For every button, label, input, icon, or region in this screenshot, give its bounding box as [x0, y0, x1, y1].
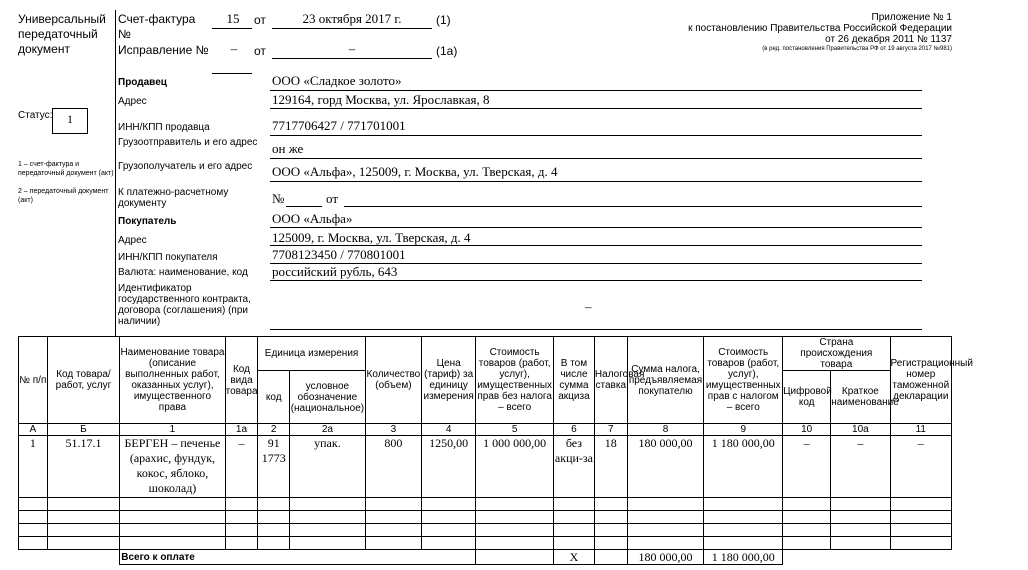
- consignee-label: Грузополучатель и его адрес: [118, 161, 253, 172]
- empty-cell: [422, 537, 476, 550]
- row-name: БЕРГЕН – печенье (арахис, фундук, кокос, яблоко, шоколад): [120, 436, 225, 498]
- empty-cell: [422, 511, 476, 524]
- currency-label: Валюта: наименование, код: [118, 267, 248, 278]
- status-note-1: 1 – счет-фактура и передаточный документ (акт): [18, 161, 114, 177]
- empty-cell: [47, 537, 120, 550]
- column-number: Б: [47, 424, 120, 436]
- total-row: [19, 550, 952, 565]
- seller-address-line: [270, 108, 922, 109]
- status-note-2: 2 – передаточный документ (акт): [18, 188, 109, 204]
- column-number: 6: [554, 424, 595, 436]
- row-quantity: 800: [365, 436, 421, 498]
- correction-mark: (1а): [436, 44, 458, 58]
- correction-ot-label: от: [254, 44, 266, 58]
- empty-cell: [365, 524, 421, 537]
- status-label: Статус:: [18, 110, 53, 121]
- consignee-value: ООО «Альфа», 125009, г. Москва, ул. Тверская, д. 4: [272, 164, 558, 179]
- column-number: 7: [594, 424, 627, 436]
- empty-cell: [783, 524, 831, 537]
- row-kind: –: [225, 436, 258, 498]
- header-country: Страна происхождения товара: [783, 337, 890, 371]
- seller-inn-label: ИНН/КПП продавца: [118, 122, 210, 133]
- column-number: 1: [120, 424, 225, 436]
- empty-cell: [290, 524, 366, 537]
- correction-date-line: [272, 58, 432, 59]
- empty-cell: [476, 511, 554, 524]
- header-country-code: Цифровой код: [783, 371, 831, 424]
- row-excise: без акци-за: [554, 436, 595, 498]
- empty-cell: [225, 511, 258, 524]
- seller-address-value: 129164, горд Москва, ул. Ярославкая, 8: [272, 92, 490, 107]
- shipper-value: он же: [272, 141, 304, 156]
- header-product-name: Наименование товара (описание выполненных работ, оказанных услуг), имущественного права: [120, 337, 225, 424]
- total-blank-right: [783, 550, 952, 565]
- appendix-line-1: Приложение № 1: [871, 12, 952, 23]
- row-price: 1250,00: [422, 436, 476, 498]
- header-row-number: № п/п: [19, 337, 48, 424]
- appendix-line-2: к постановлению Правительства Российской Федерации: [688, 23, 952, 34]
- invoice-number: 15: [226, 11, 240, 26]
- payment-doc-number-line: [286, 206, 322, 207]
- header-cost-no-tax: Стоимость товаров (работ, услуг), имущественных прав без налога – всего: [476, 337, 554, 424]
- empty-cell: [225, 537, 258, 550]
- empty-cell: [783, 537, 831, 550]
- header-unit: Единица измерения: [258, 337, 365, 371]
- empty-cell: [554, 524, 595, 537]
- empty-cell: [831, 511, 890, 524]
- empty-cell: [831, 537, 890, 550]
- empty-cell: [704, 537, 783, 550]
- invoice-date: 23 октября 2017 г.: [302, 11, 402, 26]
- appendix-note: [600, 12, 952, 54]
- total-tax-sum: 180 000,00: [627, 550, 704, 565]
- empty-cell: [422, 498, 476, 511]
- status-box[interactable]: 1: [52, 108, 88, 134]
- empty-cell: [554, 511, 595, 524]
- empty-cell: [594, 498, 627, 511]
- empty-cell: [831, 524, 890, 537]
- payment-doc-number-label: №: [272, 191, 285, 206]
- empty-cell: [890, 524, 951, 537]
- document-title: Универсальный передаточный документ: [18, 12, 106, 56]
- empty-cell: [365, 537, 421, 550]
- row-cost-with-tax: 1 180 000,00: [704, 436, 783, 498]
- empty-cell: [19, 511, 48, 524]
- total-label: Всего к оплате: [120, 550, 476, 565]
- buyer-line: [270, 227, 922, 228]
- consignee-line: [270, 181, 922, 182]
- empty-cell: [890, 498, 951, 511]
- buyer-address-label: Адрес: [118, 235, 147, 246]
- empty-cell: [594, 537, 627, 550]
- empty-cell: [627, 537, 704, 550]
- appendix-line-4: (в ред. постановления Правительства РФ от 19 августа 2017 №981): [762, 46, 952, 52]
- column-number: 9: [704, 424, 783, 436]
- header-price: Цена (тариф) за единицу измерения: [422, 337, 476, 424]
- empty-cell: [258, 524, 290, 537]
- invoice-date-line: [272, 28, 432, 29]
- empty-cell: [19, 498, 48, 511]
- header-tax-sum: Сумма налога, предъявляемая покупателю: [627, 337, 704, 424]
- column-numbers-row: [19, 424, 952, 436]
- empty-cell: [627, 524, 704, 537]
- header-unit-name: условное обозначение (национальное): [290, 371, 366, 424]
- column-number: 3: [365, 424, 421, 436]
- payment-doc-label: К платежно-расчетному документу: [118, 187, 229, 209]
- invoice-label: Счет-фактура №: [118, 12, 196, 41]
- empty-cell: [290, 511, 366, 524]
- correction-number-line: [212, 73, 252, 74]
- goods-table: [18, 336, 973, 565]
- header-separator: [115, 10, 116, 336]
- empty-cell: [890, 511, 951, 524]
- seller-address-label: Адрес: [118, 96, 147, 107]
- empty-cell: [422, 524, 476, 537]
- empty-cell: [783, 511, 831, 524]
- column-number: 8: [627, 424, 704, 436]
- header-country-name: Краткое наименование: [831, 371, 890, 424]
- payment-doc-ot-label: от: [326, 191, 339, 206]
- empty-cell: [290, 537, 366, 550]
- shipper-line: [270, 158, 922, 159]
- empty-cell: [476, 537, 554, 550]
- empty-cell: [890, 537, 951, 550]
- row-tax-rate: 18: [594, 436, 627, 498]
- empty-cell: [594, 511, 627, 524]
- seller-line: [270, 90, 922, 91]
- column-number: 4: [422, 424, 476, 436]
- header-unit-code: код: [258, 371, 290, 424]
- empty-cell: [19, 524, 48, 537]
- total-excise-x: Х: [554, 550, 595, 565]
- empty-cell: [120, 511, 225, 524]
- buyer-inn-label: ИНН/КПП покупателя: [118, 252, 218, 263]
- row-tax-sum: 180 000,00: [627, 436, 704, 498]
- column-number: 11: [890, 424, 951, 436]
- buyer-inn-value: 7708123450 / 770801001: [272, 247, 406, 262]
- table-row-empty: [19, 511, 952, 524]
- header-quantity: Количество (объем): [365, 337, 421, 424]
- row-country-code: –: [783, 436, 831, 498]
- correction-label: Исправление №: [118, 43, 209, 57]
- empty-cell: [831, 498, 890, 511]
- empty-cell: [225, 498, 258, 511]
- correction-number: –: [230, 41, 238, 56]
- empty-cell: [258, 498, 290, 511]
- empty-cell: [594, 524, 627, 537]
- row-unit-code: 91 1773: [258, 436, 290, 498]
- buyer-address-line: [270, 245, 922, 246]
- currency-value: российский рубль, 643: [272, 264, 398, 279]
- column-number: 10: [783, 424, 831, 436]
- empty-cell: [554, 498, 595, 511]
- row-cost-no-tax: 1 000 000,00: [476, 436, 554, 498]
- shipper-label: Грузоотправитель и его адрес: [118, 137, 258, 148]
- contract-label: Идентификатор государственного контракта, договора (соглашения) (при наличии): [118, 283, 251, 327]
- column-number: 5: [476, 424, 554, 436]
- table-row: [19, 436, 952, 498]
- column-number: 2а: [290, 424, 366, 436]
- invoice-ot-label: от: [254, 13, 266, 27]
- empty-cell: [704, 511, 783, 524]
- header-tax-rate: Налоговая ставка: [594, 337, 627, 424]
- empty-cell: [476, 498, 554, 511]
- row-declaration: –: [890, 436, 951, 498]
- empty-cell: [627, 498, 704, 511]
- header-product-kind: Код вида товара: [225, 337, 258, 424]
- empty-cell: [19, 537, 48, 550]
- payment-doc-date-line: [344, 206, 922, 207]
- contract-value: –: [585, 299, 592, 314]
- contract-line: [270, 329, 922, 330]
- correction-date: –: [348, 41, 356, 56]
- empty-cell: [120, 537, 225, 550]
- buyer-label: Покупатель: [118, 216, 177, 227]
- currency-line: [270, 280, 922, 281]
- seller-label: Продавец: [118, 77, 167, 88]
- invoice-mark: (1): [436, 13, 451, 27]
- empty-cell: [704, 524, 783, 537]
- column-number: 1а: [225, 424, 258, 436]
- invoice-number-line: [212, 28, 252, 29]
- header-product-code: Код товара/ работ, услуг: [47, 337, 120, 424]
- empty-cell: [47, 498, 120, 511]
- table-row-empty: [19, 498, 952, 511]
- header-declaration: Регистрационный номер таможенной декларации: [890, 337, 951, 424]
- empty-cell: [258, 537, 290, 550]
- column-number: 2: [258, 424, 290, 436]
- empty-cell: [47, 524, 120, 537]
- total-cost-no-tax: [476, 550, 554, 565]
- row-code: 51.17.1: [47, 436, 120, 498]
- empty-cell: [704, 498, 783, 511]
- header-excise: В том числе сумма акциза: [554, 337, 595, 424]
- total-rate: [594, 550, 627, 565]
- empty-cell: [554, 537, 595, 550]
- empty-cell: [120, 498, 225, 511]
- seller-value: ООО «Сладкое золото»: [272, 73, 402, 88]
- empty-cell: [627, 511, 704, 524]
- empty-cell: [120, 524, 225, 537]
- total-blank: [19, 550, 120, 565]
- row-country-name: –: [831, 436, 890, 498]
- empty-cell: [225, 524, 258, 537]
- seller-inn-value: 7717706427 / 771701001: [272, 118, 406, 133]
- buyer-value: ООО «Альфа»: [272, 211, 353, 226]
- empty-cell: [476, 524, 554, 537]
- empty-cell: [258, 511, 290, 524]
- table-row-empty: [19, 524, 952, 537]
- appendix-line-3: от 26 декабря 2011 № 1137: [825, 34, 952, 45]
- empty-cell: [47, 511, 120, 524]
- seller-inn-line: [270, 135, 922, 136]
- row-unit-name: упак.: [290, 436, 366, 498]
- empty-cell: [365, 498, 421, 511]
- empty-cell: [783, 498, 831, 511]
- column-number: 10а: [831, 424, 890, 436]
- empty-cell: [365, 511, 421, 524]
- header-cost-with-tax: Стоимость товаров (работ, услуг), имущественных прав с налогом – всего: [704, 337, 783, 424]
- row-number: 1: [19, 436, 48, 498]
- total-cost-with-tax: 1 180 000,00: [704, 550, 783, 565]
- buyer-address-value: 125009, г. Москва, ул. Тверская, д. 4: [272, 230, 471, 245]
- table-row-empty: [19, 537, 952, 550]
- empty-cell: [290, 498, 366, 511]
- column-number: А: [19, 424, 48, 436]
